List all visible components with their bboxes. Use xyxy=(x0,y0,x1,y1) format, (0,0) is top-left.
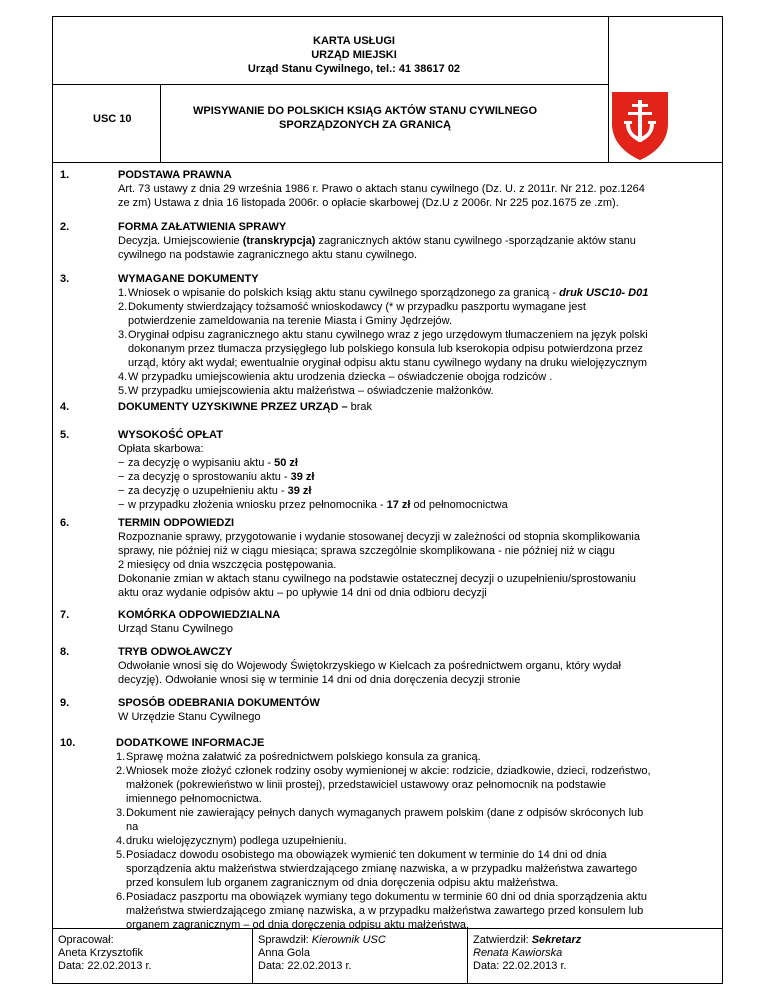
section-text: Odwołanie wnosi się do Wojewody Świętokrzyskiego w Kielcach za pośrednictwem organu, który wydał xyxy=(118,660,621,672)
section-responsible-unit xyxy=(60,608,712,636)
section-required-documents xyxy=(60,272,712,398)
section-heading: TRYB ODWOŁAWCZY xyxy=(118,646,233,658)
section-text: Opłata skarbowa: xyxy=(118,443,204,455)
section-number: 4. xyxy=(60,401,70,413)
service-code: USC 10 xyxy=(93,113,132,125)
fee-amount: 17 zł xyxy=(386,499,411,511)
footer-prepared-by xyxy=(58,934,248,973)
section-text: Rozpoznanie sprawy, przygotowanie i wydanie stosowanej decyzji w zależności od stopnia skomplikowania xyxy=(118,531,640,543)
section-collection xyxy=(60,696,712,724)
header-office: URZĄD MIEJSKI xyxy=(311,49,397,61)
footer-col-divider-1 xyxy=(252,928,253,984)
footer-role: Sekretarz xyxy=(531,934,582,946)
list-item: 3. Oryginał odpisu zagranicznego aktu stanu cywilnego wraz z jego urzędowym tłumaczeniem na język polski dokonanym przez tłumacza przysięgłego lub polskiego konsula lub kserokopia odpisu potwierdzona przez urząd, który akt wydał; ewentualnie oryginał odpisu aktu stanu cywilnego wydany na druku wielojęzycznym xyxy=(118,329,648,369)
form-reference: druk USC10- D01 xyxy=(559,287,649,299)
fee-item: − za decyzję o wypisaniu aktu - 50 zł xyxy=(118,457,298,469)
section-number: 5. xyxy=(60,429,70,441)
footer-person: Aneta Krzysztofik xyxy=(58,947,143,959)
section-number: 10. xyxy=(60,737,76,749)
title-divider xyxy=(52,162,723,163)
header-divider xyxy=(52,84,608,85)
section-text: Dokonanie zmian w aktach stanu cywilnego na podstawie ostatecznej decyzji o uzupełnieniu/sprostowaniu xyxy=(118,573,636,585)
coat-of-arms-icon xyxy=(608,90,672,162)
section-response-time xyxy=(60,516,712,600)
list-item: 4. W przypadku umiejscowienia aktu urodzenia dziecka – oświadczenie obojga rodziców . xyxy=(118,371,553,383)
list-item: 3. Dokument nie zawierający pełnych danych wymaganych prawem polskim (dane z odpisów skróconych lub na xyxy=(116,807,644,833)
section-text: sprawy, nie później niż w ciągu miesiąca; sprawa szczególnie skomplikowana - nie później niż w ciągu xyxy=(118,545,615,557)
section-text: W Urzędzie Stanu Cywilnego xyxy=(118,711,261,723)
service-title-line1: WPISYWANIE DO POLSKICH KSIĄG AKTÓW STANU CYWILNEGO xyxy=(192,105,538,117)
section-office-documents xyxy=(60,400,712,414)
footer-role: Kierownik USC xyxy=(311,934,386,946)
footer-date: Data: 22.02.2013 r. xyxy=(258,960,352,972)
section-number: 3. xyxy=(60,273,70,285)
section-number: 2. xyxy=(60,221,70,233)
list-item: 2. Wniosek może złożyć członek rodziny osoby wymienionej w akcie: rodzicie, dziadkowie, dzieci, rodzeństwo, małżonek (pokrewieństwo w linii prostej), przedstawiciel ustawowy oraz pełnomocnik na podstawie imiennego pełnomocnictwa. xyxy=(116,765,651,805)
section-text: decyzję). Odwołanie wnosi się w terminie 14 dni od dnia doręczenia decyzji stronie xyxy=(118,674,521,686)
footer-checked-by xyxy=(258,934,463,973)
list-item: 1. Sprawę można załatwić za pośrednictwem polskiego konsula za granicą. xyxy=(116,751,481,763)
footer-date: Data: 22.02.2013 r. xyxy=(58,960,152,972)
footer-label: Zatwierdził: Sekretarz xyxy=(473,934,582,946)
section-number: 7. xyxy=(60,609,70,621)
section-text: Urząd Stanu Cywilnego xyxy=(118,623,233,635)
section-form xyxy=(60,220,712,262)
footer-col-divider-2 xyxy=(467,928,468,984)
section-heading: DODATKOWE INFORMACJE xyxy=(116,737,265,749)
footer-label: Sprawdził: Kierownik USC xyxy=(258,934,386,946)
list-item: 2. Dokumenty stwierdzający tożsamość wnioskodawcy (* w przypadku paszportu wymagane jest potwierdzenie zameldowania na terenie Miasta i Gminy Jędrzejów. xyxy=(118,301,586,327)
card-header xyxy=(52,34,656,76)
fee-amount: 39 zł xyxy=(287,485,312,497)
section-heading: PODSTAWA PRAWNA xyxy=(118,169,232,181)
section-text: Art. 73 ustawy z dnia 29 września 1986 r. Prawo o aktach stanu cywilnego (Dz. U. z 2011r. Nr 212. poz.1264 xyxy=(118,183,645,195)
section-number: 8. xyxy=(60,646,70,658)
section-heading: FORMA ZAŁATWIENIA SPRAWY xyxy=(118,221,287,233)
section-heading: TERMIN ODPOWIEDZI xyxy=(118,517,235,529)
section-number: 6. xyxy=(60,517,70,529)
section-heading: SPOSÓB ODEBRANIA DOKUMENTÓW xyxy=(118,697,320,709)
list-item: 4. druku wielojęzycznym) podlega uzupełnieniu. xyxy=(116,835,347,847)
header-contact: Urząd Stanu Cywilnego, tel.: 41 38617 02 xyxy=(247,63,461,75)
list-item: 5. Posiadacz dowodu osobistego ma obowiązek wymienić ten dokument w terminie do 14 dni od dnia sporządzenia aktu małżeństwa stwierdzającego zmianę nazwiska, a w przypadku małżeństwa zawartego przed konsulem lub organem zagranicznym od dnia doręczenia odpisu aktu małżeństwa. xyxy=(116,849,638,889)
footer-label: Opracował: xyxy=(58,934,114,946)
section-text: aktu oraz wydanie odpisów aktu – po upływie 14 dni od dnia odbioru decyzji xyxy=(118,587,487,599)
section-number: 9. xyxy=(60,697,70,709)
transcription-term: (transkrypcja) xyxy=(242,235,316,247)
section-heading: WYMAGANE DOKUMENTY xyxy=(118,273,259,285)
list-item: 1. Wniosek o wpisanie do polskich ksiąg aktu stanu cywilnego sporządzonego za granicą - druk USC10- D01 xyxy=(118,287,649,299)
section-heading: DOKUMENTY UZYSKIWNE PRZEZ URZĄD – xyxy=(118,401,348,413)
section-text: cywilnego na podstawie zagranicznego aktu stanu cywilnego. xyxy=(118,249,418,261)
section-heading: KOMÓRKA ODPOWIEDZIALNA xyxy=(118,609,281,621)
service-title xyxy=(140,104,590,132)
section-additional-info xyxy=(60,736,712,932)
section-text: 2 miesięcy od dnia wszczęcia postępowania. xyxy=(118,559,337,571)
list-item: 5. W przypadku umiejscowienia aktu małżeństwa – oświadczenie małżonków. xyxy=(118,385,494,397)
section-text: Decyzja. Umiejscowienie (transkrypcja) zagranicznych aktów stanu cywilnego -sporządzanie aktów stanu xyxy=(118,235,636,247)
service-title-line2: SPORZĄDZONYCH ZA GRANICĄ xyxy=(279,119,451,131)
section-fees xyxy=(60,428,712,512)
footer-approved-by xyxy=(473,934,718,973)
footer-date: Data: 22.02.2013 r. xyxy=(473,960,567,972)
section-text: DOKUMENTY UZYSKIWNE PRZEZ URZĄD – brak xyxy=(118,401,373,413)
section-number: 1. xyxy=(60,169,70,181)
fee-amount: 50 zł xyxy=(274,457,298,469)
footer-person: Anna Gola xyxy=(258,947,310,959)
section-legal-basis xyxy=(60,168,712,210)
footer-person: Renata Kawiorska xyxy=(473,947,563,959)
list-item: 6. Posiadacz paszportu ma obowiązek wymiany tego dokumentu w terminie 60 dni od dnia sporządzenia aktu małżeństwa stwierdzającego zmianę nazwiska, a w przypadku małżeństwa zawartego przed konsulem lub organem zagranicznym – od dnia doręczenia odpisu aktu małżeństwa. xyxy=(116,891,647,931)
fee-item: − za decyzję o sprostowaniu aktu - 39 zł xyxy=(118,471,315,483)
fee-item: − w przypadku złożenia wniosku przez pełnomocnika - 17 zł od pełnomocnictwa xyxy=(118,499,508,511)
fee-amount: 39 zł xyxy=(290,471,315,483)
fee-item: − za decyzję o uzupełnieniu aktu - 39 zł xyxy=(118,485,312,497)
header-title: KARTA USŁUGI xyxy=(313,35,395,47)
section-text: ze zm) Ustawa z dnia 16 listopada 2006r. o opłacie skarbowej (Dz.U z 2006r. Nr 225 poz.1675 ze .zm). xyxy=(118,197,619,209)
section-appeal xyxy=(60,645,712,687)
section-heading: WYSOKOŚĆ OPŁAT xyxy=(118,429,223,441)
